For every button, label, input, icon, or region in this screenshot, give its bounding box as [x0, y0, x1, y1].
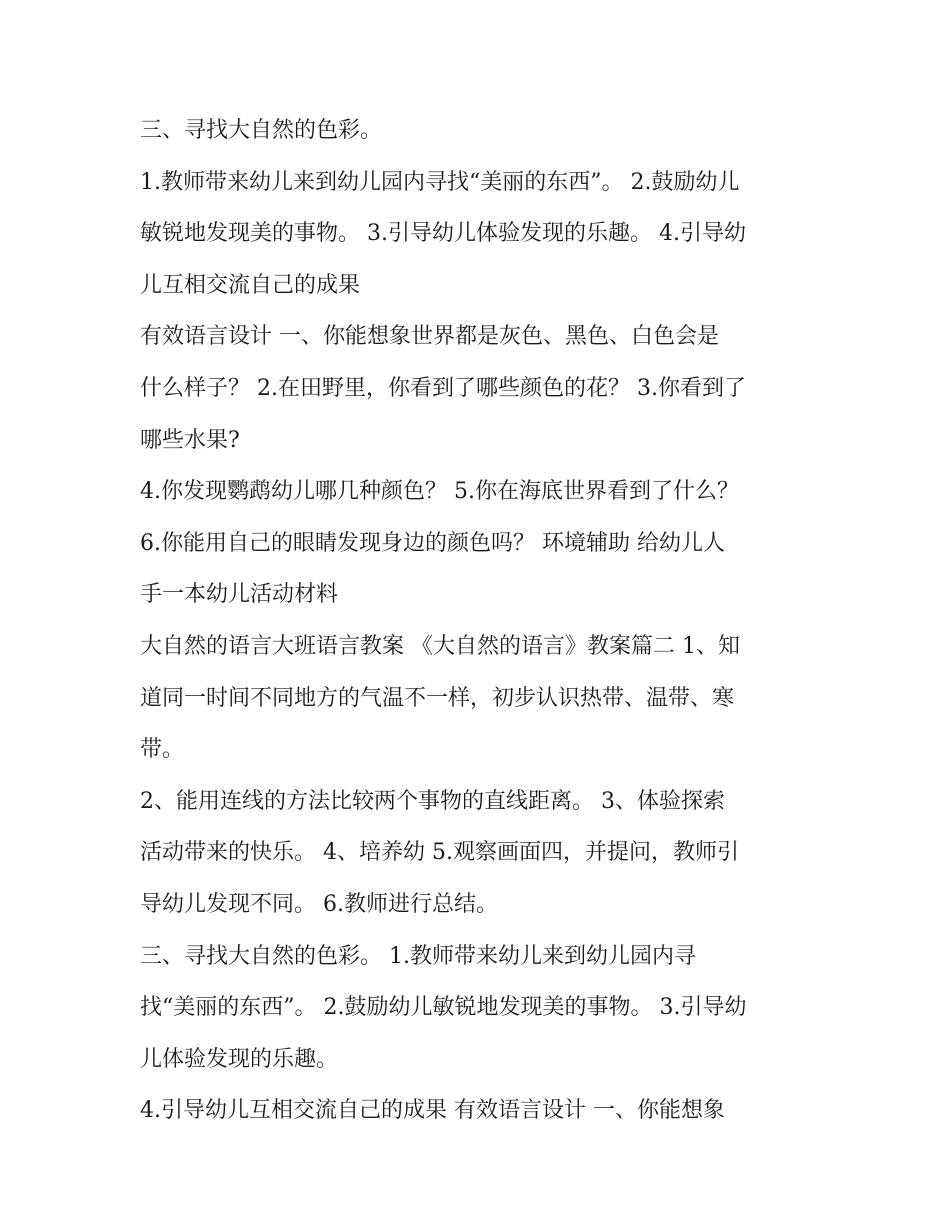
text-line: 带。	[140, 737, 185, 763]
text-line: 4.引导幼儿互相交流自己的成果 有效语言设计 一、你能想象	[140, 1098, 725, 1124]
text-line: 儿互相交流自己的成果	[140, 272, 361, 298]
document-body	[140, 108, 820, 1140]
text-line: 敏锐地发现美的事物。 3.引导幼儿体验发现的乐趣。 4.引导幼	[140, 221, 746, 247]
text-line: 哪些水果?	[140, 427, 240, 453]
text-line: 6.你能用自己的眼睛发现身边的颜色吗？ 环境辅助 给幼儿人	[140, 530, 725, 556]
text-line: 道同一时间不同地方的气温不一样，初步认识热带、温带、寒	[140, 685, 735, 711]
text-line: 找“美丽的东西”。 2.鼓励幼儿敏锐地发现美的事物。 3.引导幼	[140, 995, 747, 1021]
text-line: 有效语言设计 一、你能想象世界都是灰色、黑色、白色会是	[140, 324, 719, 350]
text-line: 大自然的语言大班语言教案 《大自然的语言》教案篇二 1、知	[140, 633, 740, 659]
text-line: 什么样子？ 2.在田野里，你看到了哪些颜色的花？ 3.你看到了	[140, 375, 746, 401]
text-line: 4.你发现鹦鹉幼儿哪几种颜色？ 5.你在海底世界看到了什么？	[140, 479, 739, 505]
text-line: 三、寻找大自然的色彩。	[140, 118, 383, 143]
text-line: 儿体验发现的乐趣。	[140, 1046, 339, 1072]
text-line: 活动带来的快乐。 4、培养幼 5.观察画面四，并提问，教师引	[140, 840, 739, 866]
text-line: 三、寻找大自然的色彩。 1.教师带来幼儿来到幼儿园内寻	[140, 943, 696, 969]
text-line: 手一本幼儿活动材料	[140, 582, 339, 608]
text-line: 2、能用连线的方法比较两个事物的直线距离。 3、体验探索	[140, 788, 725, 814]
text-line: 导幼儿发现不同。 6.教师进行总结。	[140, 891, 498, 917]
text-line: 1.教师带来幼儿来到幼儿园内寻找“美丽的东西”。 2.鼓励幼儿	[140, 169, 740, 195]
